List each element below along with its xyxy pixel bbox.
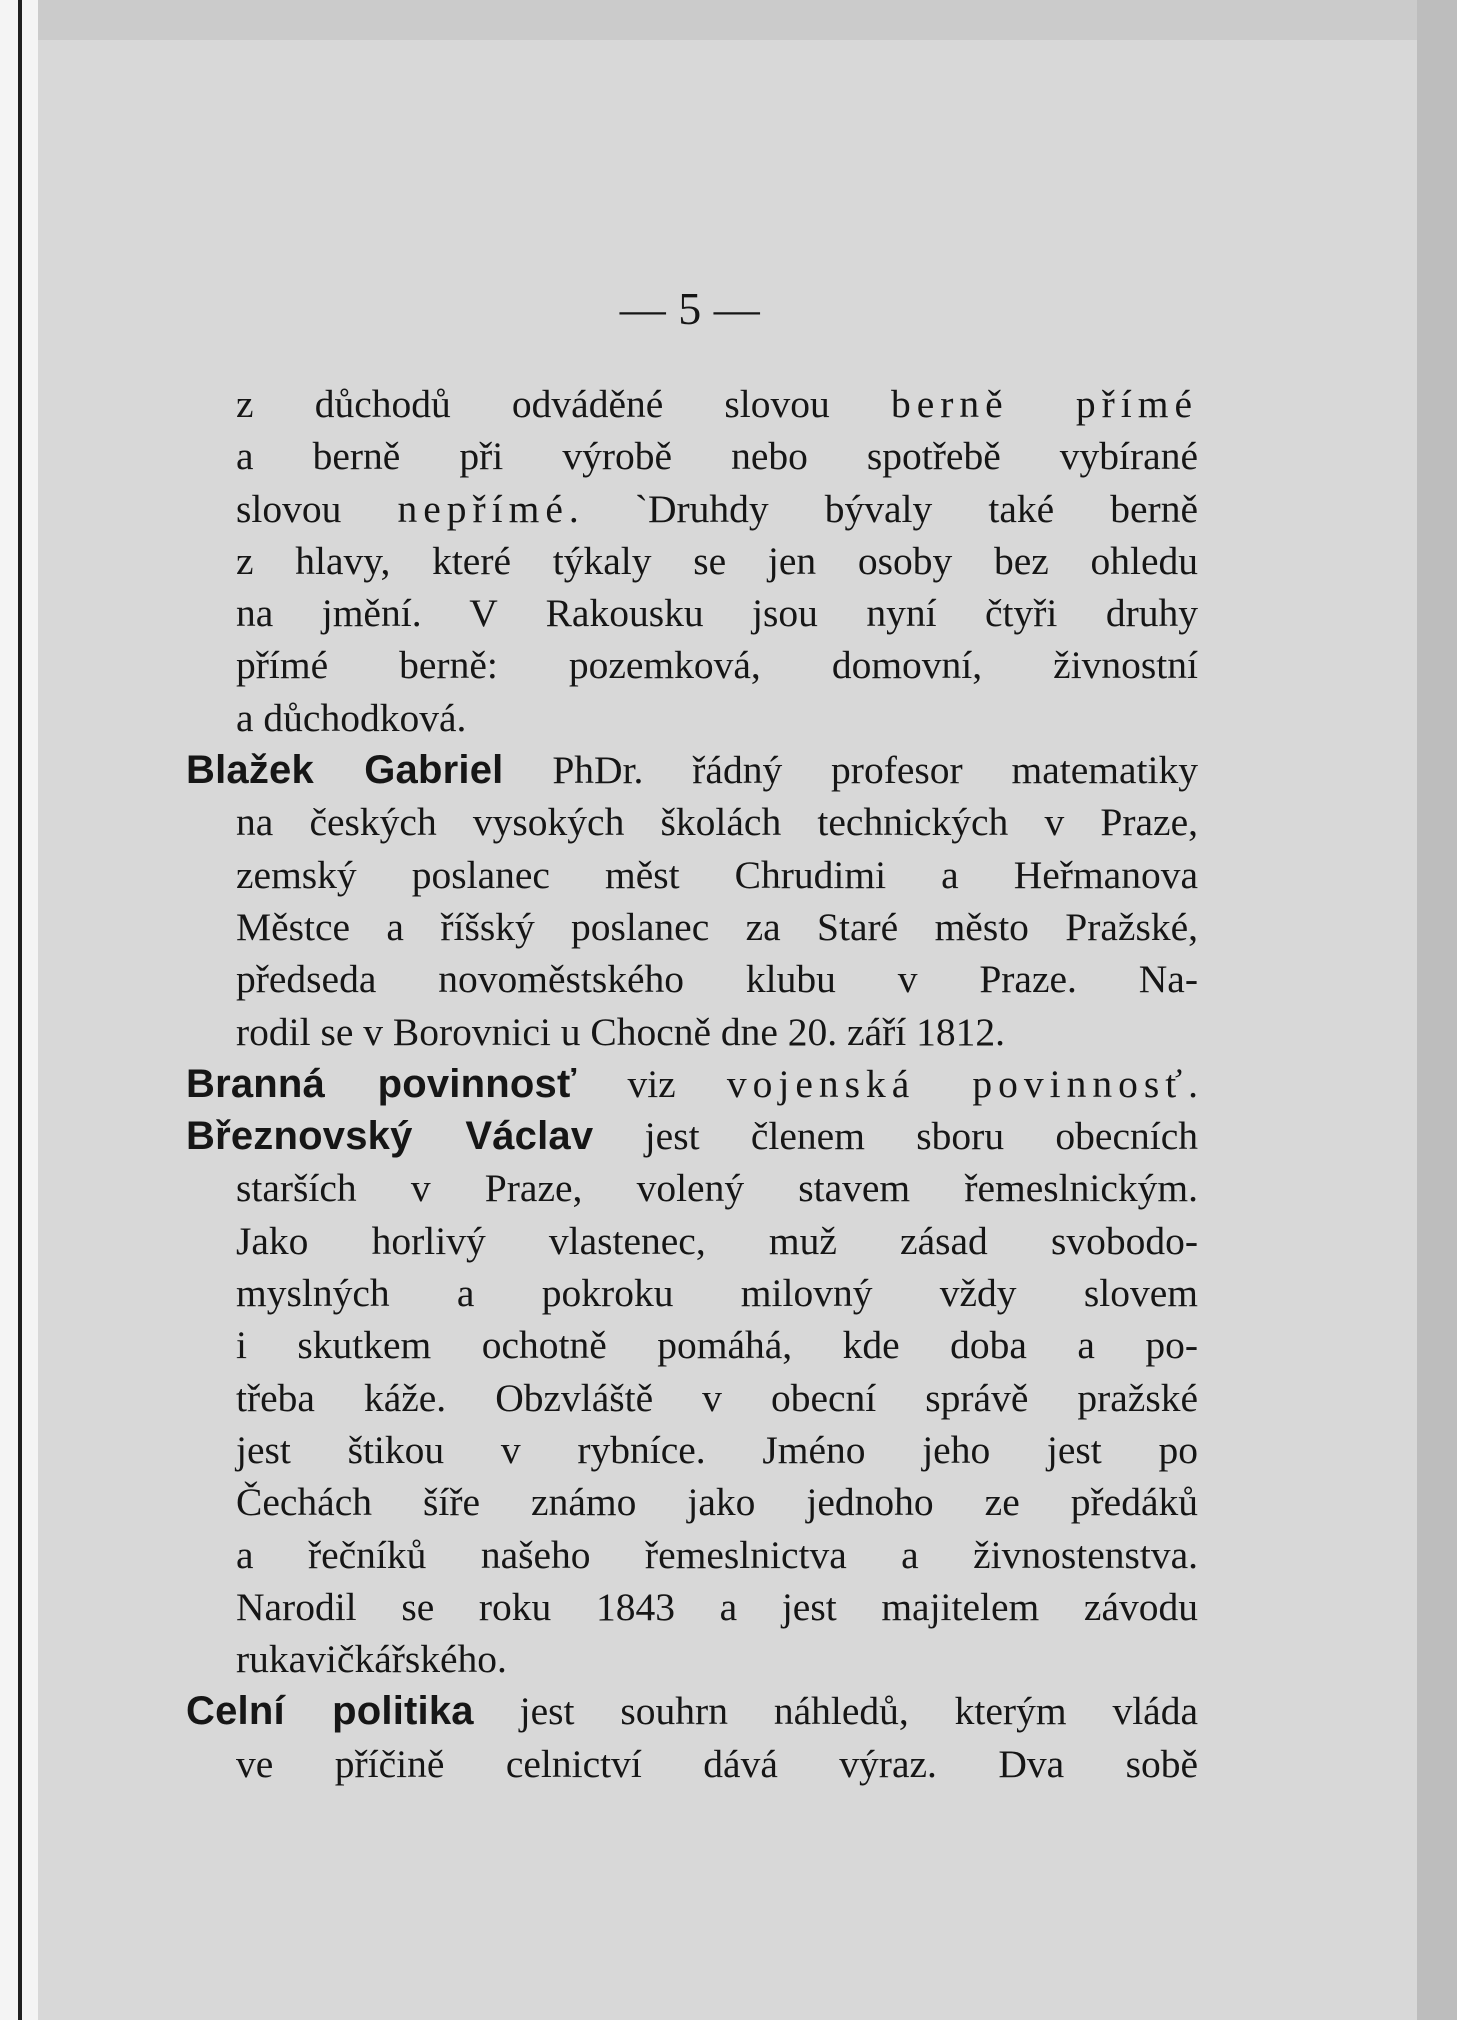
text-line <box>236 953 1198 1005</box>
page-right-edge-shadow <box>1417 0 1457 2020</box>
text-run: z důchodů odváděné slovou <box>236 382 891 426</box>
text-run: předseda novoměstského klubu v Praze. Na- <box>236 957 1198 1002</box>
text-line <box>236 1215 1198 1267</box>
emphasized-text: nepřímé <box>397 486 569 531</box>
entry-first-line <box>186 1110 1198 1162</box>
text-line <box>236 692 1198 744</box>
text-run: Městce a říšský poslanec za Staré město Pražské, <box>236 904 1198 949</box>
text-run: rodil se v Borovnici u Chocně dne 20. září 1812. <box>236 1009 1005 1054</box>
text-run: na českých vysokých školách technických v Praze, <box>236 800 1198 845</box>
text-run: ve příčině celnictví dává výraz. Dva sobě <box>236 1741 1198 1786</box>
text-line <box>236 796 1198 848</box>
page-number: — 5 — <box>619 283 761 334</box>
text-run: Narodil se roku 1843 a jest majitelem závodu <box>236 1584 1198 1629</box>
text-run: slovou <box>236 486 398 531</box>
text-line <box>236 1476 1198 1528</box>
emphasized-text: vojenská povinnosť <box>726 1061 1189 1106</box>
entry-heading: Branná povinnosť <box>186 1061 577 1106</box>
text-line <box>236 1006 1198 1058</box>
entry-first-line <box>186 1058 1198 1110</box>
text-run: Čechách šíře známo jako jednoho ze předáků <box>236 1480 1198 1525</box>
text-run: i skutkem ochotně pomáhá, kde doba a po- <box>236 1323 1198 1368</box>
text-run: a řečníků našeho řemeslnictva a živnostenstva. <box>236 1532 1198 1577</box>
text-line <box>236 535 1198 587</box>
text-line <box>236 1424 1198 1476</box>
text-run: viz <box>576 1061 727 1106</box>
entry-first-line <box>186 1685 1198 1737</box>
text-run: na jmění. V Rakousku jsou nyní čtyři druhy <box>236 591 1198 636</box>
text-run: přímé berně: pozemková, domovní, živnostní <box>236 643 1198 688</box>
text-line <box>236 849 1198 901</box>
text-line <box>236 430 1198 482</box>
text-line <box>236 378 1198 430</box>
text-run: jest štikou v rybníce. Jméno jeho jest po <box>236 1427 1198 1472</box>
text-run: jest souhrn náhledů, kterým vláda <box>473 1689 1198 1734</box>
page-top-edge-shadow <box>38 0 1417 40</box>
text-line <box>236 1633 1198 1685</box>
text-run: z hlavy, které týkaly se jen osoby bez ohledu <box>236 538 1198 583</box>
text-run: starších v Praze, volený stavem řemeslnickým. <box>236 1166 1198 1211</box>
entry-heading: Březnovský Václav <box>186 1114 594 1159</box>
entry-first-line <box>186 744 1198 796</box>
text-line <box>236 1372 1198 1424</box>
text-run: . `Druhdy bývaly také berně <box>568 486 1198 531</box>
entry-heading: Blažek Gabriel <box>186 748 504 793</box>
text-run: jest členem sboru obecních <box>593 1114 1198 1159</box>
text-line <box>236 1319 1198 1371</box>
text-run: zemský poslanec měst Chrudimi a Heřmanova <box>236 852 1198 897</box>
text-line <box>236 1581 1198 1633</box>
text-run: třeba káže. Obzvláště v obecní správě pražské <box>236 1375 1198 1420</box>
body-text <box>186 378 1198 1790</box>
entry-heading: Celní politika <box>186 1689 474 1734</box>
text-run: myslných a pokroku milovný vždy slovem <box>236 1271 1198 1316</box>
text-run: rukavičkářského. <box>236 1637 507 1682</box>
text-line <box>236 1162 1198 1214</box>
text-line <box>236 1267 1198 1319</box>
text-run: PhDr. řádný profesor matematiky <box>503 748 1198 793</box>
emphasized-text: berně přímé <box>890 382 1198 426</box>
text-line <box>236 1738 1198 1790</box>
text-line <box>236 483 1198 535</box>
text-run: Jako horlivý vlastenec, muž zásad svobodo- <box>236 1218 1198 1263</box>
text-run: a berně při výrobě nebo spotřebě vybírané <box>236 434 1198 479</box>
text-run: . <box>1188 1061 1198 1106</box>
text-line <box>236 901 1198 953</box>
text-line <box>236 639 1198 691</box>
text-run: a důchodková. <box>236 695 467 740</box>
text-line <box>236 1529 1198 1581</box>
text-line <box>236 587 1198 639</box>
